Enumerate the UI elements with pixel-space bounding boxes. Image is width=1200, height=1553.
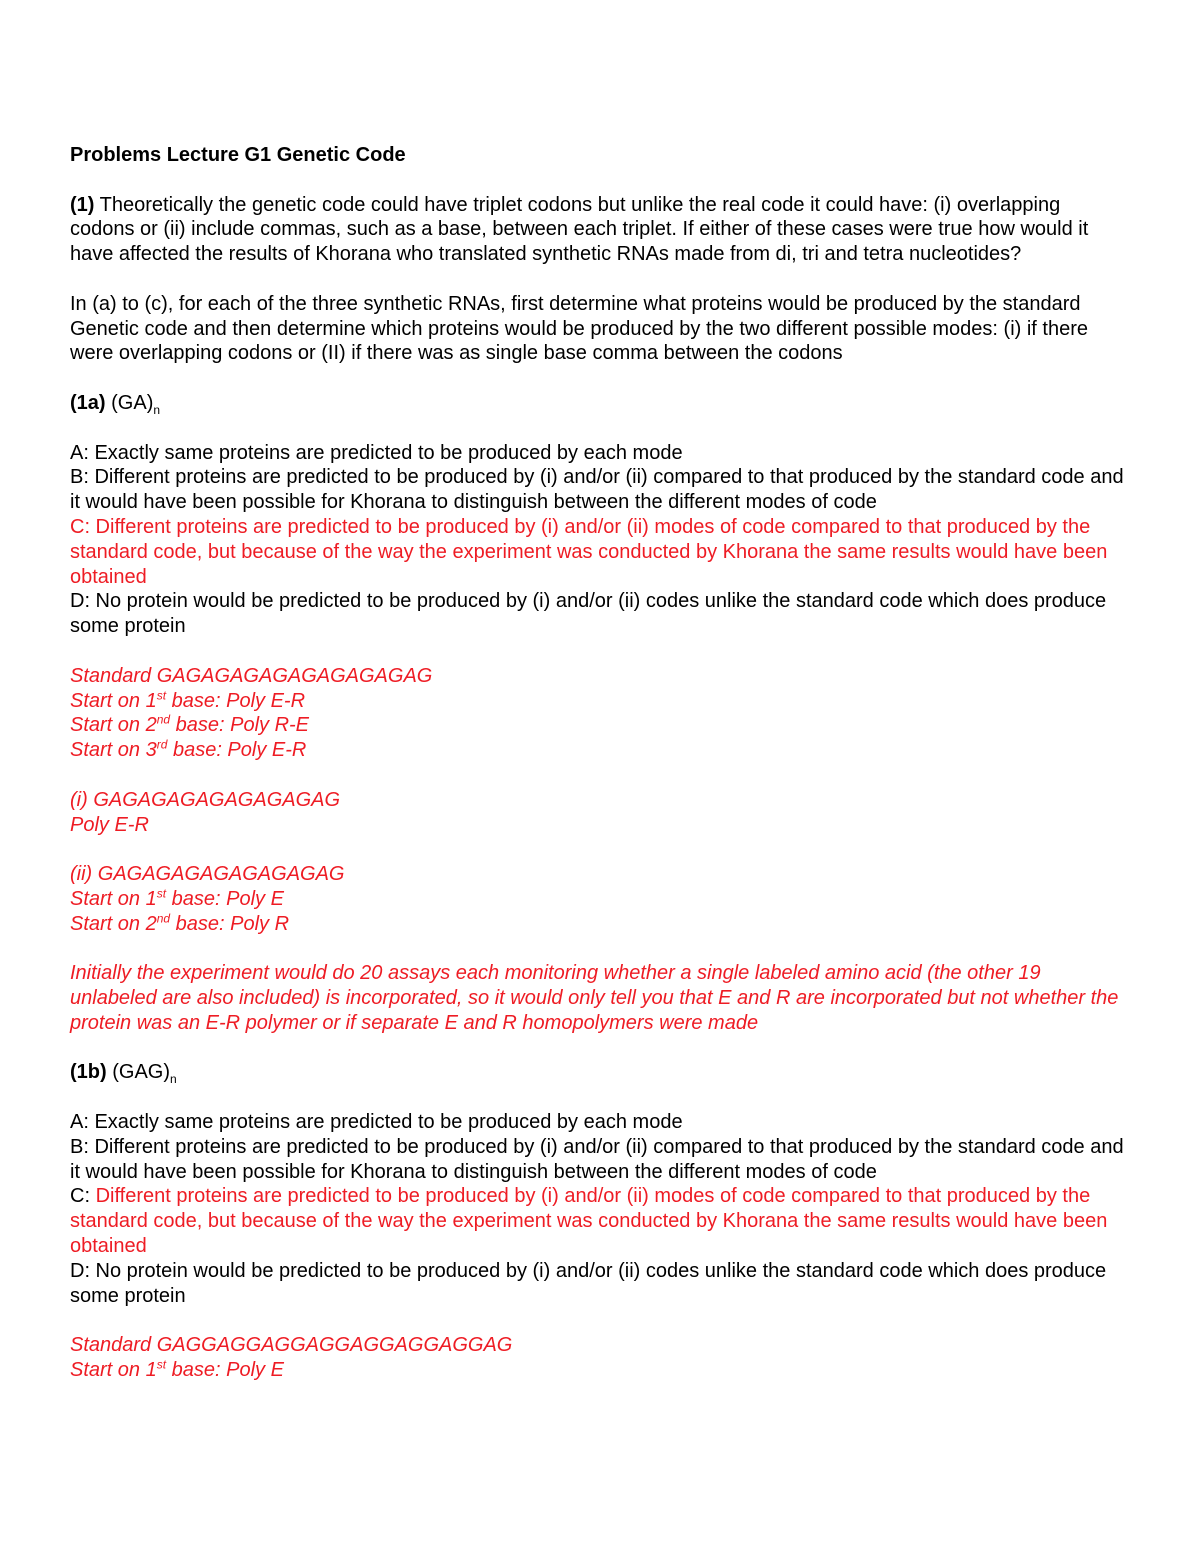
question-1a-heading (70, 391, 1130, 416)
question-1-text: Theoretically the genetic code could have triplet codons but unlike the real code it could have: (i) overlapping codons or (ii) include commas, such as a base, between each triplet. If either of these cases were true how would it have affected the results of Khorana who translated synthetic RNAs made from di, tri and tetra nucleotides? (70, 193, 1089, 266)
page-title: Problems Lecture G1 Genetic Code (70, 144, 406, 166)
question-1a-subscript: n (153, 402, 161, 417)
q1b-option-b: B: Different proteins are predicted to be produced by (i) and/or (ii) compared to that produced by the standard code and it would have been possible for Khorana to distinguish between the different modes of code (70, 1135, 1124, 1183)
question-1b-heading (70, 1060, 1130, 1085)
q1a-option-c: C: Different proteins are predicted to be produced by (i) and/or (ii) modes of code compared to that produced by the standard code, but because of the way the experiment was conducted by Khorana the same results would have been obtained (70, 515, 1108, 588)
q1a-standard-sequence: Standard GAGAGAGAGAGAGAGAGAG (70, 664, 433, 687)
spacer (70, 168, 1130, 193)
q1a-explanation: Initially the experiment would do 20 assays each monitoring whether a single labeled amino acid (the other 19 unlabeled are also included) is incorporated, so it would only tell you that E and R are incorporated but not whether the protein was an E-R polymer or if separate E and R homopolymers were made (70, 962, 1119, 1034)
q1a-option-b: B: Different proteins are predicted to be produced by (i) and/or (ii) compared to that produced by the standard code and it would have been possible for Khorana to distinguish between the different modes of code (70, 466, 1124, 514)
q1b-standard-sequence: Standard GAGGAGGAGGAGGAGGAGGAGGAG (70, 1334, 513, 1357)
q1a-mode-ii-start-2: Start on 2nd base: Poly R (70, 911, 290, 935)
q1a-start-3: Start on 3rd base: Poly E-R (70, 737, 307, 762)
question-1a-label: (1a) (70, 391, 106, 414)
q1b-start-1: Start on 1st base: Poly E (70, 1357, 284, 1382)
q1a-mode-ii-start-1: Start on 1st base: Poly E (70, 886, 284, 910)
question-1b-subscript: n (170, 1072, 177, 1087)
q1b-option-a: A: Exactly same proteins are predicted to be produced by each mode (70, 1111, 683, 1134)
q1a-start-1: Start on 1st base: Poly E-R (70, 687, 306, 712)
question-1a-sequence: (GA) (105, 391, 154, 414)
q1b-option-c: C: Different proteins are predicted to be produced by (i) and/or (ii) modes of code compared to that produced by the standard code, but because of the way the experiment was conducted by Khorana the same results would have been obtained (70, 1185, 1108, 1258)
question-1 (70, 193, 1130, 267)
question-1-instructions: In (a) to (c), for each of the three synthetic RNAs, first determine what proteins would be produced by the standard Genetic code and then determine which proteins would be produced by the two different possible modes: (i) if there were overlapping codons or (II) if there was as single base comma between the codons (70, 292, 1088, 365)
question-1b-sequence: (GAG) (106, 1061, 171, 1084)
q1a-option-a: A: Exactly same proteins are predicted to be produced by each mode (70, 441, 683, 464)
q1a-mode-i-result: Poly E-R (70, 813, 149, 836)
q1a-start-2: Start on 2nd base: Poly R-E (70, 712, 310, 737)
q1a-option-d: D: No protein would be predicted to be produced by (i) and/or (ii) codes unlike the standard code which does produce some protein (70, 590, 1107, 638)
question-1-label: (1) (70, 193, 95, 216)
q1b-option-d: D: No protein would be predicted to be produced by (i) and/or (ii) codes unlike the standard code which does produce some protein (70, 1259, 1107, 1307)
q1a-mode-ii-sequence: (ii) GAGAGAGAGAGAGAGAG (70, 863, 345, 886)
q1a-mode-i-sequence: (i) GAGAGAGAGAGAGAGAG (70, 788, 341, 811)
question-1b-label: (1b) (70, 1061, 107, 1084)
